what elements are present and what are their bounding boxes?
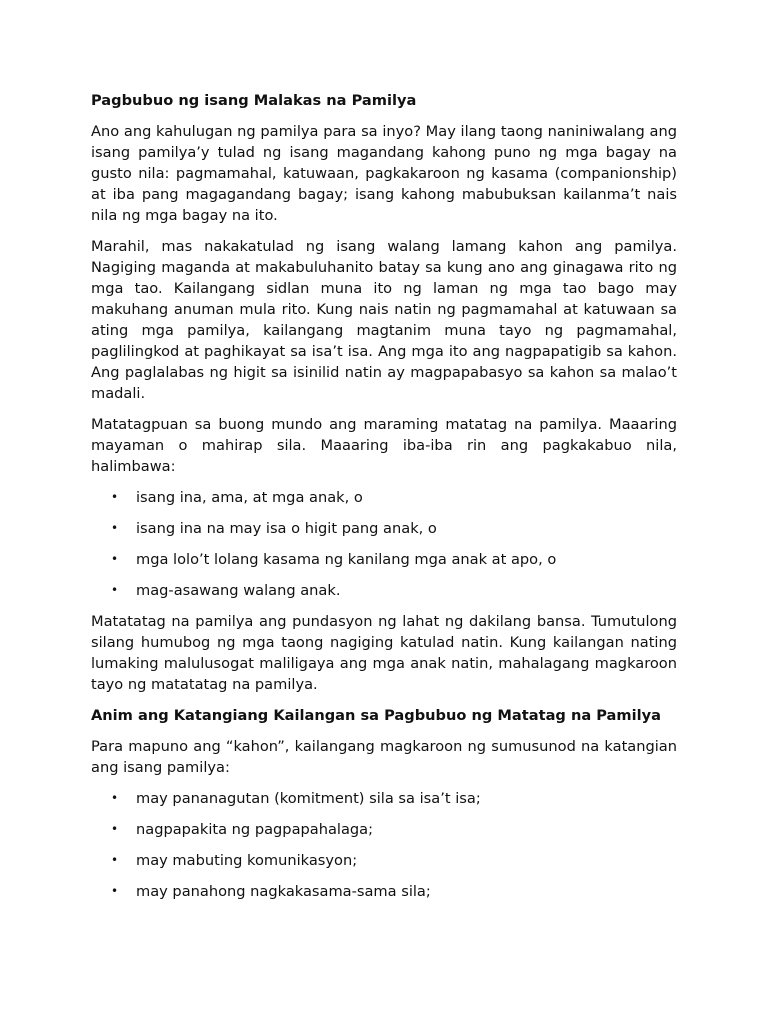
bullet-icon: • — [111, 552, 119, 566]
bullet-icon: • — [111, 791, 119, 805]
list-item — [91, 850, 677, 871]
bullet-icon: • — [111, 822, 119, 836]
list-item — [91, 518, 677, 539]
list-item — [91, 881, 677, 902]
list-item-text: may pananagutan (komitment) sila sa isa’t isa; — [136, 790, 481, 807]
bullet-icon: • — [111, 521, 119, 535]
list-item — [91, 788, 677, 809]
list-item — [91, 549, 677, 570]
list-item — [91, 487, 677, 508]
list-item — [91, 580, 677, 601]
paragraph-empty-box: Marahil, mas nakakatulad ng isang walang lamang kahon ang pamilya. Nagiging maganda at makabuluhanito batay sa kung ano ang ginagawa rito ng mga tao. Kailangang sidlan muna ito ng laman ng mga tao bago may makuhang anuman mula rito. Kung nais natin ng pagmamahal at katuwaan sa ating mga pamilya, kailangang magtanim muna tayo ng pagmamahal, paglilingkod at paghikayat sa isa’t isa. Ang mga ito ang nagpapatigib sa kahon. Ang paglalabas ng higit sa isinilid natin ay magpapabasyo sa kahon sa malao’t madali. — [91, 238, 677, 402]
list-item-text: mga lolo’t lolang kasama ng kanilang mga anak at apo, o — [136, 551, 557, 568]
paragraph-strong-families: Matatagpuan sa buong mundo ang maraming matatag na pamilya. Maaaring mayaman o mahirap sila. Maaaring iba-iba rin ang pagkakabuo nila, halimbawa: — [91, 416, 677, 475]
document-title: Pagbubuo ng isang Malakas na Pamilya — [91, 92, 417, 109]
family-traits-list — [91, 788, 677, 902]
list-item-text: mag-asawang walang anak. — [136, 582, 341, 599]
bullet-icon: • — [111, 583, 119, 597]
list-item-text: isang ina, ama, at mga anak, o — [136, 489, 363, 506]
list-item-text: isang ina na may isa o higit pang anak, o — [136, 520, 437, 537]
bullet-icon: • — [111, 884, 119, 898]
bullet-icon: • — [111, 490, 119, 504]
document-page — [91, 90, 677, 912]
section-heading: Anim ang Katangiang Kailangan sa Pagbubuo ng Matatag na Pamilya — [91, 707, 661, 724]
list-item — [91, 819, 677, 840]
paragraph-intro: Ano ang kahulugan ng pamilya para sa inyo? May ilang taong naniniwalang ang isang pamilya’y tulad ng isang magandang kahong puno ng mga bagay na gusto nila: pagmamahal, katuwaan, pagkakaroon ng kasama (companionship) at iba pang magagandang bagay; isang kahong mabubuksan kailanma’t nais nila ng mga bagay na ito. — [91, 123, 677, 224]
list-item-text: may mabuting komunikasyon; — [136, 852, 358, 869]
family-types-list — [91, 487, 677, 601]
list-item-text: nagpapakita ng pagpapahalaga; — [136, 821, 374, 838]
list-item-text: may panahong nagkakasama-sama sila; — [136, 883, 431, 900]
paragraph-foundation: Matatatag na pamilya ang pundasyon ng lahat ng dakilang bansa. Tumutulong silang humubog ng mga taong nagiging katulad natin. Kung kailangan nating lumaking malulusogat maliligaya ang mga anak natin, mahalagang magkaroon tayo ng matatatag na pamilya. — [91, 613, 677, 693]
bullet-icon: • — [111, 853, 119, 867]
paragraph-fill-box: Para mapuno ang “kahon”, kailangang magkaroon ng sumusunod na katangian ang isang pamilya: — [91, 738, 677, 776]
